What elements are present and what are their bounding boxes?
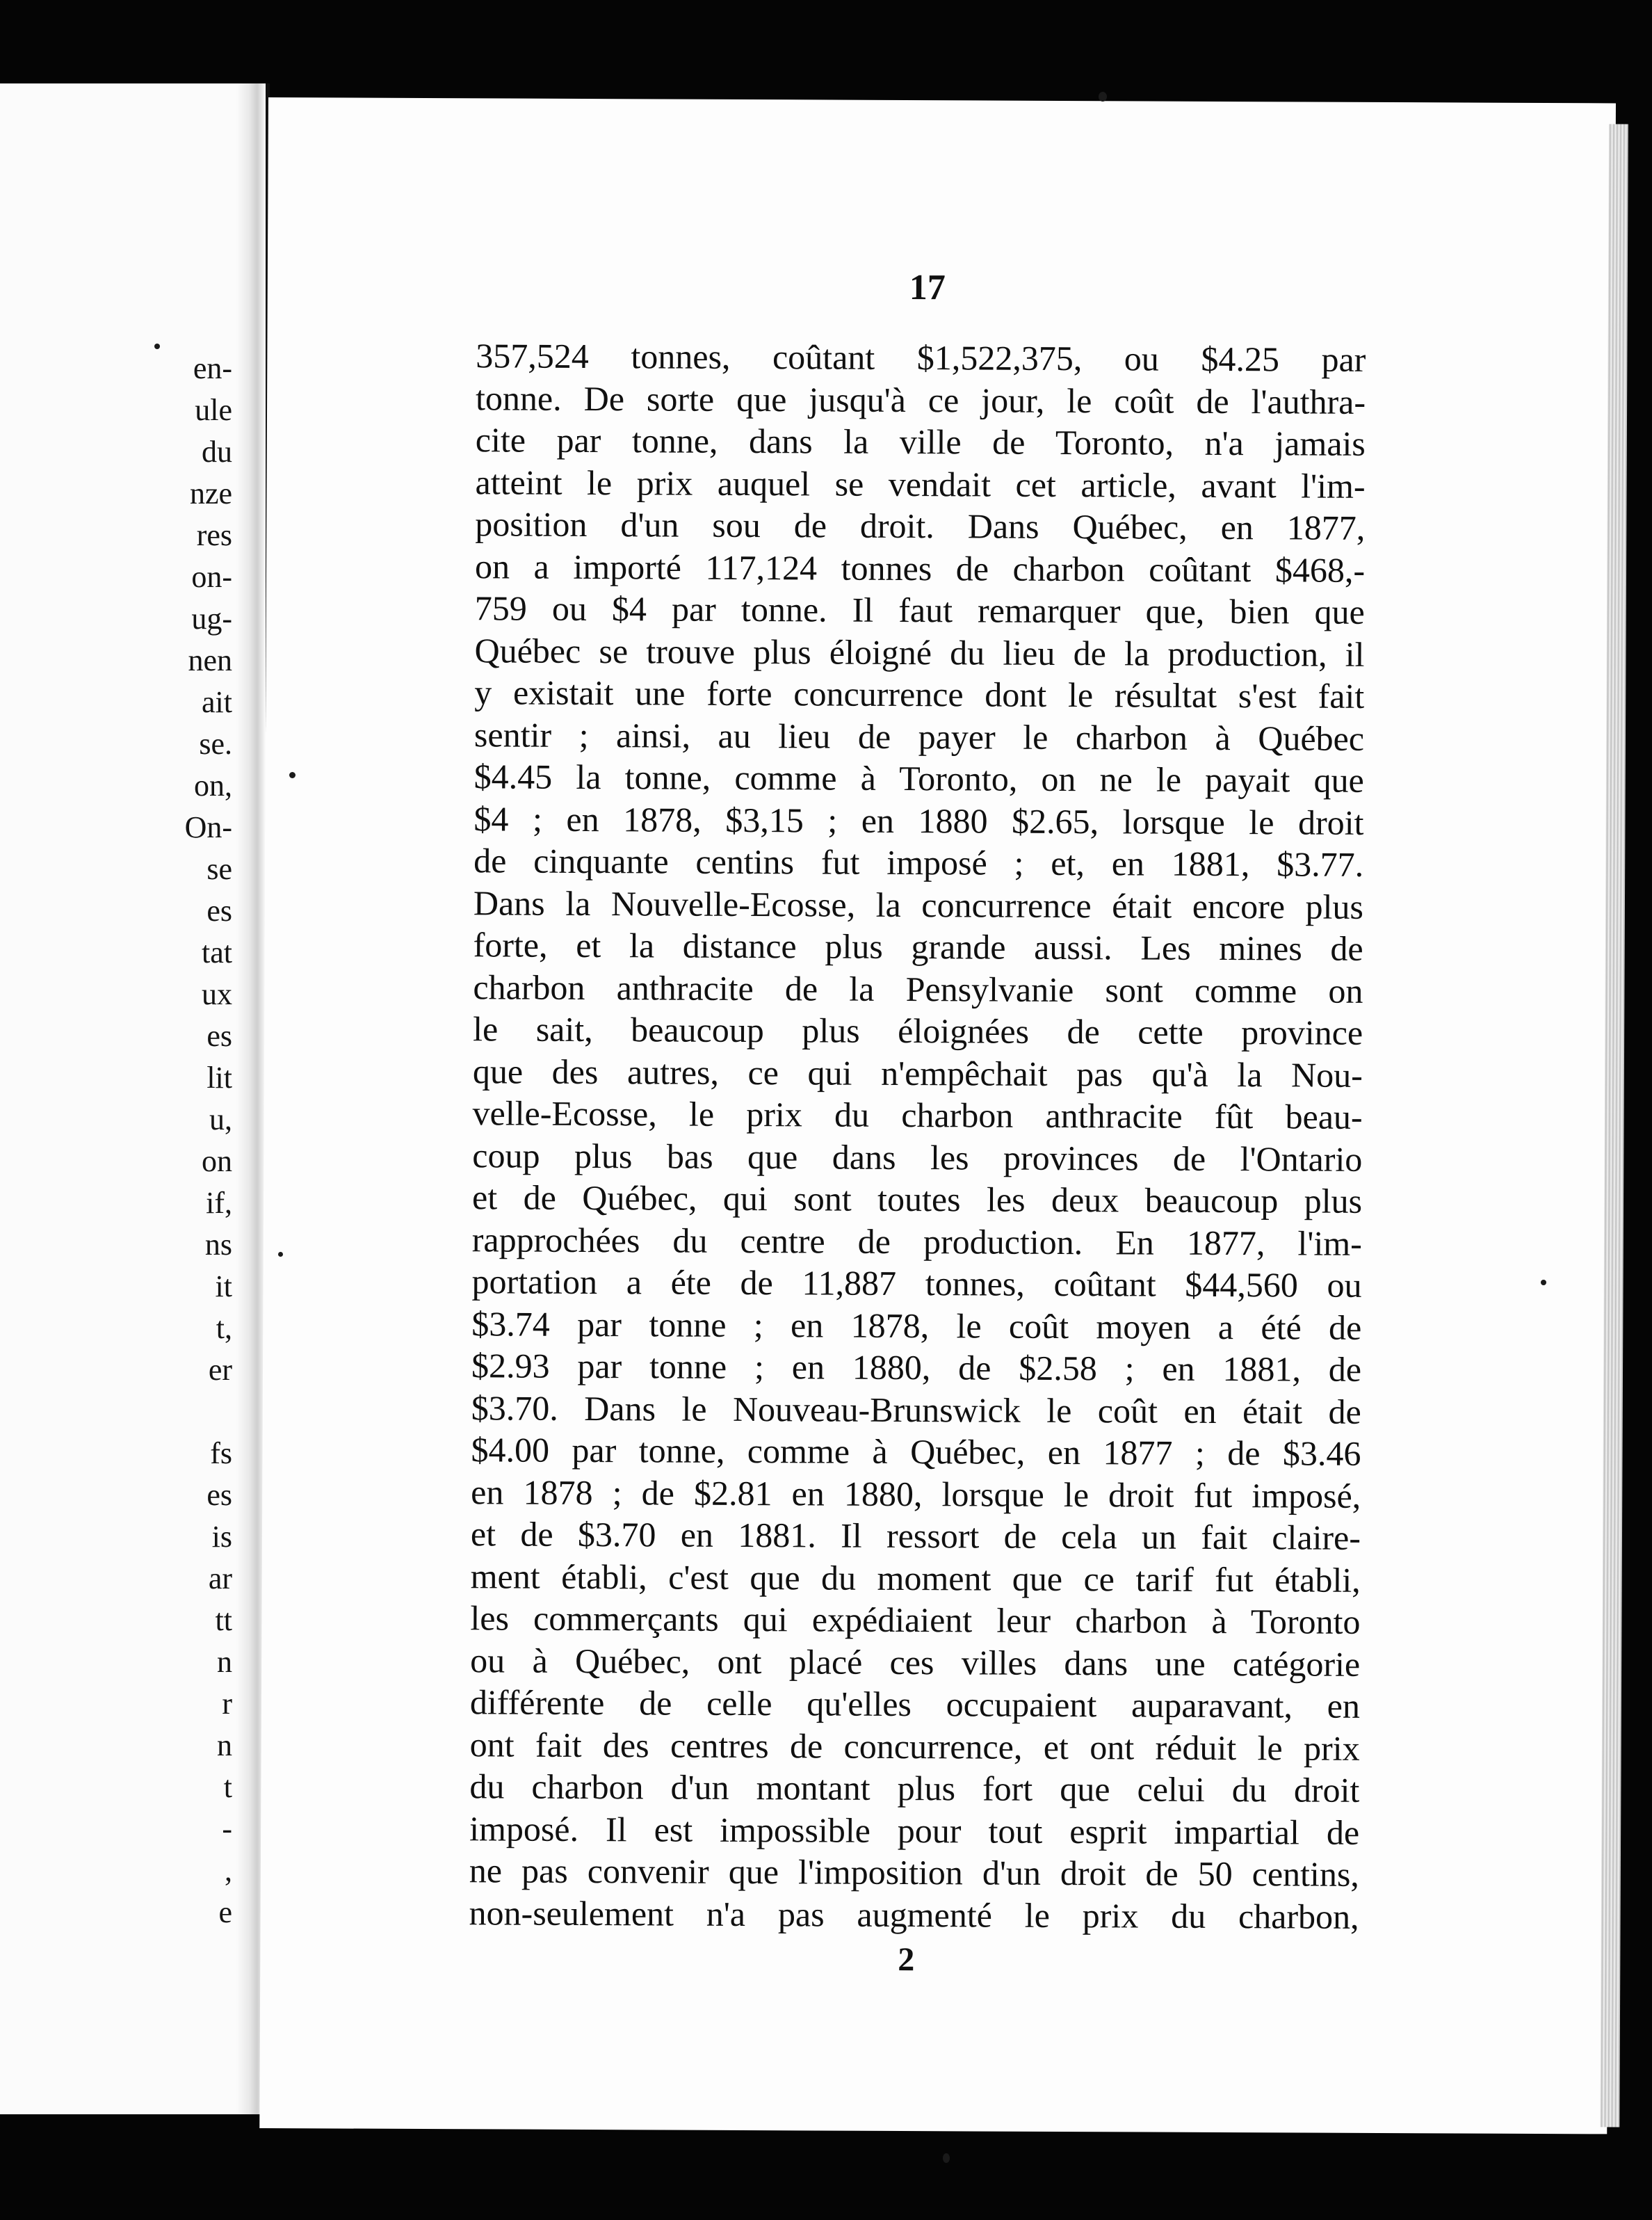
text-line: 759 ou $4 par tonne. Il faut remarquer que, bien que <box>474 588 1365 632</box>
page-body-text <box>469 335 1366 1938</box>
left-text-fragment: tat <box>202 935 232 970</box>
left-text-fragment: se. <box>199 727 232 761</box>
text-line: cite par tonne, dans la ville de Toronto, n'a jamais <box>475 420 1366 463</box>
left-text-fragment: t, <box>216 1311 232 1345</box>
text-line: portation a éte de 11,887 tonnes, coûtant $44,560 ou <box>471 1262 1362 1305</box>
left-text-fragment: res <box>196 518 232 552</box>
left-text-fragment: r <box>222 1687 232 1721</box>
text-line: sentir ; ainsi, au lieu de payer le charbon à Québec <box>473 714 1365 758</box>
text-line: $3.70. Dans le Nouveau-Brunswick le coût en était de <box>471 1388 1361 1431</box>
text-line: position d'un sou de droit. Dans Québec, en 1877, <box>475 504 1366 547</box>
page-number: 17 <box>909 268 946 308</box>
text-line: $2.93 par tonne ; en 1880, de $2.58 ; en 1881, de <box>471 1346 1362 1389</box>
left-text-fragment: , <box>225 1853 232 1888</box>
text-line: ont fait des centres de concurrence, et ont réduit le prix <box>469 1724 1360 1768</box>
text-line: atteint le prix auquel se vendait cet article, avant l'im- <box>475 462 1366 506</box>
text-line: coup plus bas que dans les provinces de l'Ontario <box>472 1135 1363 1179</box>
left-text-fragment: on, <box>194 769 232 803</box>
scan-speck <box>1099 92 1107 102</box>
text-line: non-seulement n'a pas augmenté le prix du charbon, <box>469 1892 1359 1936</box>
text-line: ment établi, c'est que du moment que ce tarif fut établi, <box>470 1556 1361 1600</box>
text-line: $4.00 par tonne, comme à Québec, en 1877 ; de $3.46 <box>471 1430 1361 1473</box>
left-text-fragment: if, <box>206 1186 232 1220</box>
text-line: Dans la Nouvelle-Ecosse, la concurrence était encore plus <box>473 883 1364 926</box>
scan-speck <box>943 2153 950 2163</box>
left-page-text-fragments <box>185 348 232 1933</box>
text-line: en 1878 ; de $2.81 en 1880, lorsque le droit fut imposé, <box>471 1472 1361 1515</box>
left-text-fragment: on- <box>191 560 232 594</box>
left-text-fragment: lit <box>206 1061 232 1095</box>
text-line: on a importé 117,124 tonnes de charbon coûtant $468,- <box>474 546 1366 590</box>
text-line: 357,524 tonnes, coûtant $1,522,375, ou $4.25 par <box>476 336 1366 379</box>
left-text-fragment: ug- <box>191 602 232 636</box>
left-text-fragment: nen <box>188 643 232 677</box>
text-line: rapprochées du centre de production. En 1877, l'im- <box>471 1219 1362 1263</box>
left-text-fragment: es <box>206 1019 232 1053</box>
left-text-fragment: nze <box>189 476 232 510</box>
left-text-fragment: ar <box>208 1561 232 1595</box>
left-text-fragment: er <box>208 1353 232 1387</box>
text-line: les commerçants qui expédiaient leur charbon à Toronto <box>470 1598 1361 1641</box>
left-text-fragment: ule <box>195 393 232 427</box>
text-line: ne pas convenir que l'imposition d'un droit de 50 centins, <box>469 1851 1359 1894</box>
signature-mark: 2 <box>898 1940 915 1979</box>
text-line: du charbon d'un montant plus fort que celui du droit <box>469 1767 1360 1810</box>
left-text-fragment: ns <box>204 1228 232 1262</box>
left-text-fragment: es <box>206 1478 232 1512</box>
text-line: forte, et la distance plus grande aussi. Les mines de <box>473 925 1363 968</box>
left-text-fragment: tt <box>215 1603 232 1637</box>
left-text-fragment: es <box>206 894 232 928</box>
left-text-fragment: ait <box>202 685 232 719</box>
text-line: et de $3.70 en 1881. Il ressort de cela un fait claire- <box>470 1514 1361 1557</box>
left-facing-page <box>0 83 270 2114</box>
scan-speck <box>289 772 295 778</box>
text-line: de cinquante centins fut imposé ; et, en 1881, $3.77. <box>473 841 1364 884</box>
left-text-fragment: it <box>215 1269 232 1303</box>
text-line: différente de celle qu'elles occupaient auparavant, en <box>469 1682 1361 1726</box>
text-line: $4.45 la tonne, comme à Toronto, on ne le payait que <box>473 757 1364 800</box>
text-line: et de Québec, qui sont toutes les deux beaucoup plus <box>471 1177 1363 1221</box>
text-line: $3.74 par tonne ; en 1878, le coût moyen a été de <box>471 1303 1362 1347</box>
scan-speck <box>278 1252 283 1257</box>
left-text-fragment: en- <box>193 351 232 385</box>
left-text-fragment: on <box>202 1144 232 1178</box>
left-text-fragment <box>185 1391 232 1433</box>
text-line: tonne. De sorte que jusqu'à ce jour, le coût de l'authra- <box>475 378 1366 421</box>
text-line: imposé. Il est impossible pour tout esprit impartial de <box>469 1808 1360 1852</box>
book-page <box>259 97 1616 2134</box>
left-text-fragment: n <box>217 1645 232 1679</box>
text-line: velle-Ecosse, le prix du charbon anthracite fût beau- <box>472 1093 1363 1136</box>
left-text-fragment: On- <box>184 810 232 844</box>
left-text-fragment: is <box>211 1520 232 1554</box>
left-text-fragment: n <box>217 1728 232 1762</box>
left-text-fragment: e <box>218 1895 232 1929</box>
left-text-fragment: - <box>222 1812 232 1846</box>
left-text-fragment: fs <box>210 1436 232 1470</box>
page-edge <box>1600 124 1628 2127</box>
text-line: Québec se trouve plus éloigné du lieu de la production, il <box>474 630 1365 674</box>
text-line: que des autres, ce qui n'empêchait pas qu'à la Nou- <box>472 1051 1363 1095</box>
text-line: le sait, beaucoup plus éloignées de cette province <box>473 1009 1363 1052</box>
left-text-fragment: ux <box>202 977 232 1011</box>
text-line: charbon anthracite de la Pensylvanie sont comme on <box>473 967 1363 1011</box>
left-text-fragment: se <box>206 852 232 886</box>
scan-speck <box>154 344 160 349</box>
left-text-fragment: u, <box>209 1102 232 1136</box>
text-line: y existait une forte concurrence dont le résultat s'est fait <box>474 673 1365 716</box>
left-text-fragment: t <box>223 1770 232 1804</box>
text-line: $4 ; en 1878, $3,15 ; en 1880 $2.65, lorsque le droit <box>473 798 1364 842</box>
text-line: ou à Québec, ont placé ces villes dans une catégorie <box>470 1640 1361 1684</box>
scan-speck <box>1541 1280 1546 1285</box>
left-text-fragment: du <box>202 435 232 469</box>
